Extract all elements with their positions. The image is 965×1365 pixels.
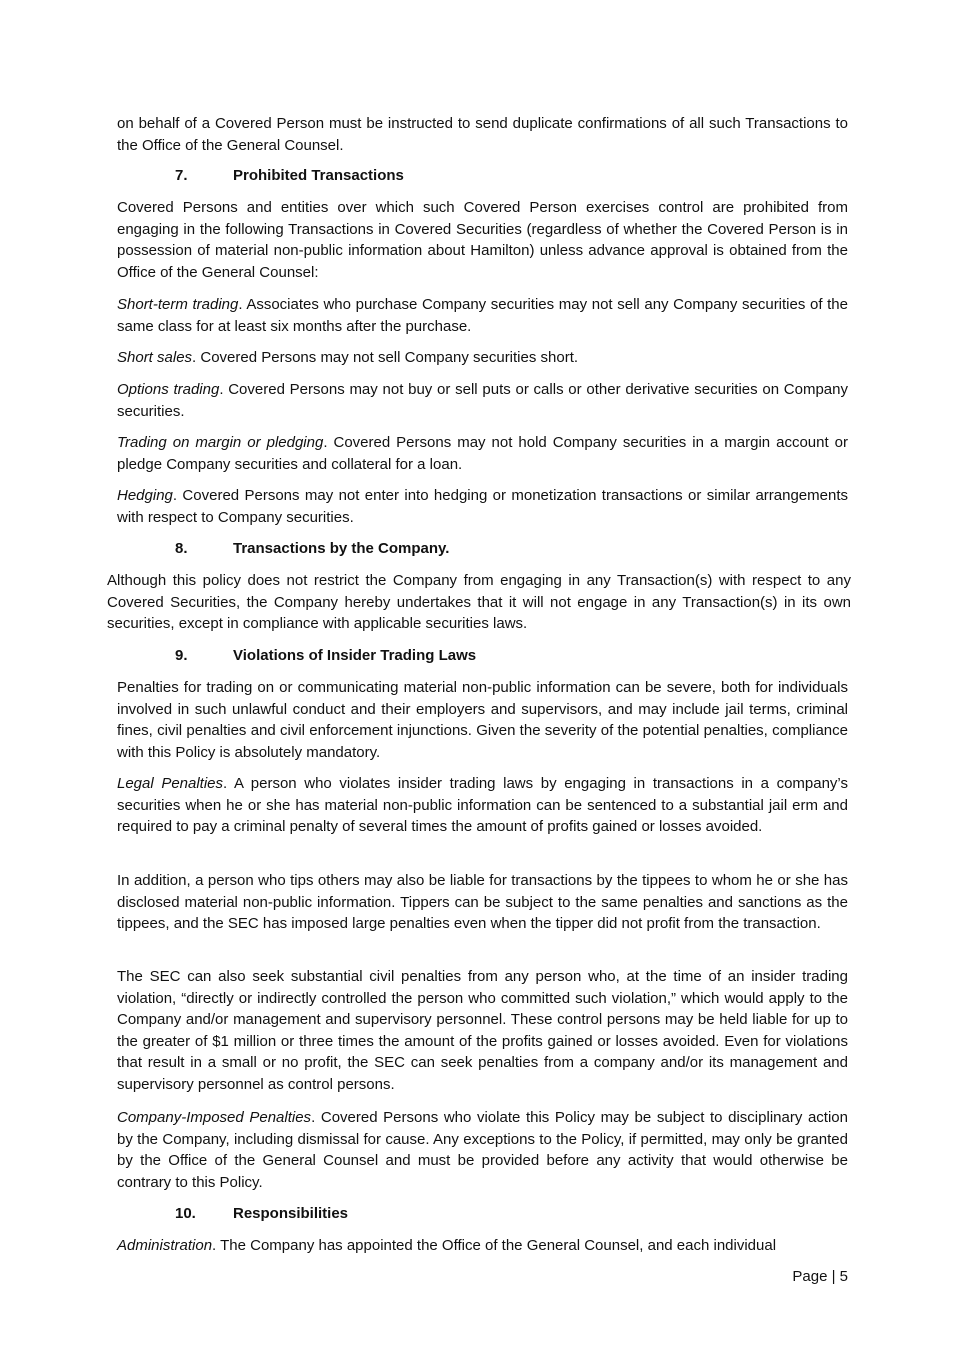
sec-civil-penalties-paragraph: The SEC can also seek substantial civil penalties from any person who, at the time of an insider trading violation, “directly or indirectly controlled the person who committed such violation,” which would apply to the Company and/or management and supervisory personnel. These control persons may be held liable for up to the greater of $1 million or three times the amount of the profits gained or losses avoided. Even for violations that result in a small or no profit, the SEC can seek penalties from a company and/or its management and supervisory personnel as control persons. <box>117 968 848 1093</box>
options-trading-text: . Covered Persons may not buy or sell puts or calls or other derivative securities on Company securities. <box>117 381 848 420</box>
section-7-intro-paragraph: Covered Persons and entities over which such Covered Person exercises control are prohibited from engaging in the following Transactions in Covered Securities (regardless of whether the Covered Person is in possession of material non-public information about Hamilton) unless advance approval is obtained from the Office of the General Counsel: <box>117 199 848 281</box>
administration-text: . The Company has appointed the Office of the General Counsel, and each individual <box>212 1237 777 1254</box>
section-10-title: Responsibilities <box>233 1205 349 1222</box>
administration-paragraph <box>117 1235 848 1257</box>
hedging-text: . Covered Persons may not enter into hedging or monetization transactions or similar arrangements with respect to Company securities. <box>117 487 848 526</box>
section-8-title: Transactions by the Company. <box>233 540 450 557</box>
section-8-number: 8. <box>175 540 188 557</box>
short-sales-text: . Covered Persons may not sell Company securities short. <box>192 349 579 366</box>
section-9-heading <box>175 646 476 666</box>
section-8-body-paragraph: Although this policy does not restrict the Company from engaging in any Transaction(s) with respect to any Covered Securities, the Company hereby undertakes that it will not engage in any Transaction(s) in its own securities, except in compliance with applicable securities laws. <box>107 572 851 633</box>
section-10-number: 10. <box>175 1205 196 1222</box>
company-imposed-penalties-paragraph <box>117 1107 848 1193</box>
administration-term: Administration <box>117 1237 213 1254</box>
company-imposed-penalties-text: . Covered Persons who violate this Policy may be subject to disciplinary action by the Company, including dismissal for cause. Any exceptions to the Policy, if permitted, may only be granted by the Office of the General Counsel and must be provided before any activity that would otherwise be contrary to this Policy. <box>117 1109 848 1191</box>
short-term-trading-term: Short-term trading <box>117 296 239 313</box>
hedging-term: Hedging <box>117 487 173 504</box>
section-8-heading <box>175 539 449 559</box>
options-trading-term: Options trading <box>117 381 220 398</box>
short-sales-term: Short sales <box>117 349 193 366</box>
section-9-number: 9. <box>175 647 188 664</box>
hedging-paragraph <box>117 485 848 528</box>
legal-penalties-paragraph <box>117 773 848 838</box>
short-sales-paragraph <box>117 347 848 369</box>
section-7-number: 7. <box>175 167 188 184</box>
legal-penalties-term: Legal Penalties <box>117 775 224 792</box>
section-7-title: Prohibited Transactions <box>233 167 404 184</box>
short-term-trading-text: . Associates who purchase Company securities may not sell any Company securities of the same class for at least six months after the purchase. <box>117 296 848 335</box>
company-imposed-penalties-term: Company-Imposed Penalties <box>117 1109 312 1126</box>
legal-penalties-text: . A person who violates insider trading laws by engaging in transactions in a company’s securities when he or she has material non-public information can be sentenced to a substantial jail erm and required to pay a criminal penalty of several times the amount of profits gained or losses avoided. <box>117 775 848 836</box>
intro-continuation-paragraph: on behalf of a Covered Person must be instructed to send duplicate confirmations of all such Transactions to the Office of the General Counsel. <box>117 115 848 154</box>
options-trading-paragraph <box>117 379 848 422</box>
page-number: Page | 5 <box>792 1268 848 1285</box>
short-term-trading-paragraph <box>117 294 848 337</box>
margin-pledging-text: . Covered Persons may not hold Company securities in a margin account or pledge Company securities and collateral for a loan. <box>117 434 848 473</box>
section-9-title: Violations of Insider Trading Laws <box>233 647 477 664</box>
tippers-paragraph: In addition, a person who tips others may also be liable for transactions by the tippees to whom he or she has disclosed material non-public information. Tippers can be subject to the same penalties and sanctions as the tippees, and the SEC has imposed large penalties even when the tipper did not profit from the transaction. <box>117 872 848 933</box>
section-9-intro-paragraph: Penalties for trading on or communicating material non-public information can be severe, both for individuals involved in such unlawful conduct and their employers and supervisors, and may include jail terms, criminal fines, civil penalties and civil enforcement injunctions. Given the severity of the potential penalties, compliance with this Policy is absolutely mandatory. <box>117 679 848 761</box>
margin-pledging-term: Trading on margin or pledging <box>117 434 324 451</box>
margin-pledging-paragraph <box>117 432 848 475</box>
section-7-heading <box>175 166 404 186</box>
section-10-heading <box>175 1204 348 1224</box>
